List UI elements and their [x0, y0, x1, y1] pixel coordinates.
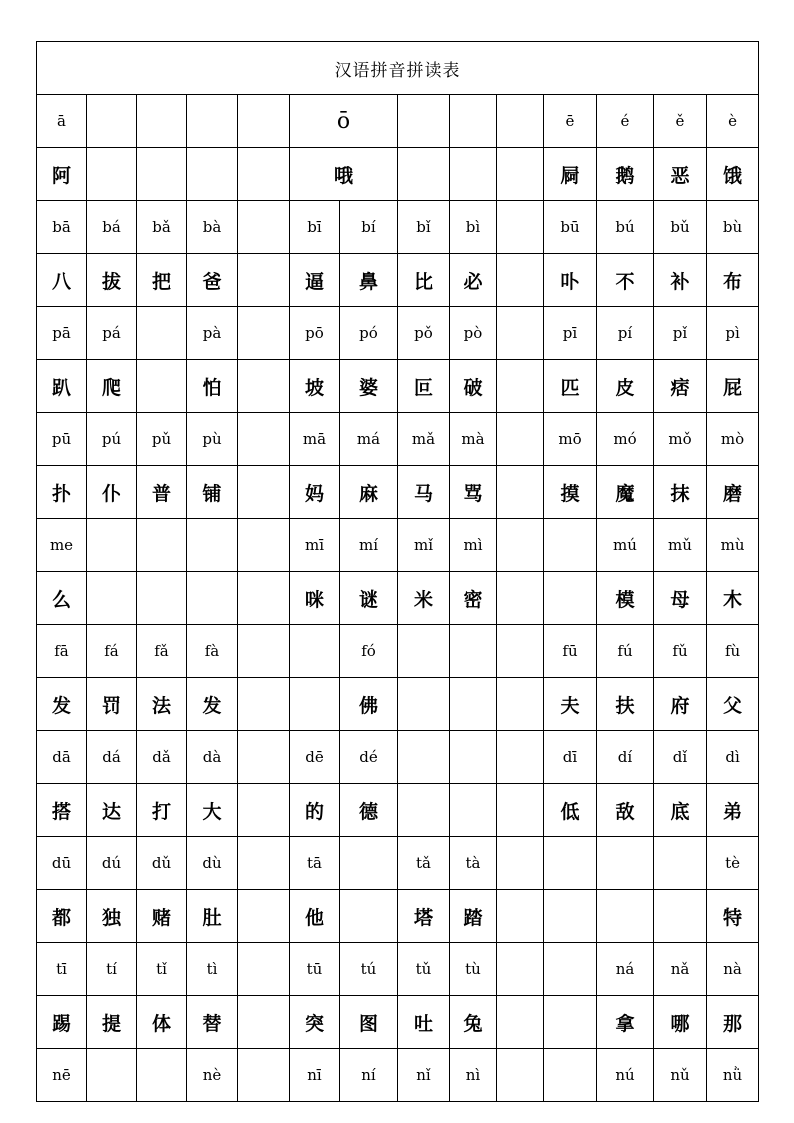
pinyin-cell [497, 625, 544, 678]
hanzi-cell: 必 [450, 254, 497, 307]
pinyin-row [37, 1049, 759, 1102]
hanzi-cell: 破 [450, 360, 497, 413]
pinyin-cell: me [37, 519, 87, 572]
hanzi-cell: 普 [137, 466, 187, 519]
pinyin-cell: é [597, 95, 654, 148]
hanzi-cell: 马 [398, 466, 450, 519]
pinyin-table [36, 41, 759, 1102]
pinyin-cell [450, 625, 497, 678]
hanzi-cell [187, 572, 238, 625]
pinyin-cell [238, 943, 290, 996]
pinyin-cell [497, 1049, 544, 1102]
pinyin-cell: dǐ [654, 731, 707, 784]
pinyin-cell: ná [597, 943, 654, 996]
pinyin-cell: nǐ [398, 1049, 450, 1102]
pinyin-cell: nǔ [654, 1049, 707, 1102]
pinyin-cell: pà [187, 307, 238, 360]
pinyin-cell: fà [187, 625, 238, 678]
hanzi-cell [398, 148, 450, 201]
hanzi-cell [544, 890, 597, 943]
pinyin-cell: dǎ [137, 731, 187, 784]
hanzi-cell: 不 [597, 254, 654, 307]
pinyin-cell: pǐ [654, 307, 707, 360]
pinyin-cell: ní [340, 1049, 398, 1102]
hanzi-row [37, 572, 759, 625]
pinyin-cell: tǐ [137, 943, 187, 996]
pinyin-cell: dí [597, 731, 654, 784]
hanzi-cell [398, 678, 450, 731]
hanzi-cell: 怕 [187, 360, 238, 413]
hanzi-cell [238, 996, 290, 1049]
pinyin-cell: nǜ [707, 1049, 759, 1102]
hanzi-cell: 婆 [340, 360, 398, 413]
pinyin-cell: bā [37, 201, 87, 254]
pinyin-cell [398, 731, 450, 784]
hanzi-cell [87, 572, 137, 625]
pinyin-cell: pǒ [398, 307, 450, 360]
pinyin-cell: mí [340, 519, 398, 572]
pinyin-cell: tù [450, 943, 497, 996]
hanzi-cell [450, 148, 497, 201]
pinyin-cell: dī [544, 731, 597, 784]
hanzi-cell [497, 784, 544, 837]
hanzi-cell: 踢 [37, 996, 87, 1049]
pinyin-cell: nà [707, 943, 759, 996]
hanzi-cell: 发 [37, 678, 87, 731]
hanzi-row [37, 360, 759, 413]
hanzi-cell [238, 572, 290, 625]
hanzi-cell [398, 784, 450, 837]
pinyin-cell [238, 625, 290, 678]
hanzi-cell [87, 148, 137, 201]
hanzi-cell: 府 [654, 678, 707, 731]
hanzi-cell: 替 [187, 996, 238, 1049]
pinyin-cell [238, 731, 290, 784]
hanzi-cell: 模 [597, 572, 654, 625]
pinyin-row [37, 201, 759, 254]
pinyin-row [37, 95, 759, 148]
pinyin-cell: tè [707, 837, 759, 890]
hanzi-cell: 哦 [290, 148, 398, 201]
hanzi-cell: 他 [290, 890, 340, 943]
pinyin-cell [238, 519, 290, 572]
hanzi-cell [497, 360, 544, 413]
pinyin-row [37, 731, 759, 784]
hanzi-cell: 麻 [340, 466, 398, 519]
hanzi-cell [238, 890, 290, 943]
pinyin-cell: bí [340, 201, 398, 254]
hanzi-cell: 逼 [290, 254, 340, 307]
pinyin-cell: dù [187, 837, 238, 890]
pinyin-cell: dá [87, 731, 137, 784]
pinyin-cell: mì [450, 519, 497, 572]
hanzi-cell: 敌 [597, 784, 654, 837]
pinyin-cell [238, 413, 290, 466]
hanzi-cell [450, 678, 497, 731]
pinyin-cell [497, 201, 544, 254]
hanzi-cell: 的 [290, 784, 340, 837]
hanzi-cell: 饿 [707, 148, 759, 201]
pinyin-cell [238, 1049, 290, 1102]
hanzi-cell: 塔 [398, 890, 450, 943]
pinyin-cell: dú [87, 837, 137, 890]
pinyin-cell [497, 837, 544, 890]
pinyin-row [37, 519, 759, 572]
hanzi-cell: 魔 [597, 466, 654, 519]
hanzi-row [37, 466, 759, 519]
hanzi-cell: 哪 [654, 996, 707, 1049]
hanzi-cell: 磨 [707, 466, 759, 519]
pinyin-cell [497, 731, 544, 784]
pinyin-cell [654, 837, 707, 890]
pinyin-cell: tā [290, 837, 340, 890]
pinyin-cell: mǔ [654, 519, 707, 572]
pinyin-cell: mī [290, 519, 340, 572]
pinyin-cell: fú [597, 625, 654, 678]
hanzi-cell: 铺 [187, 466, 238, 519]
pinyin-cell: pú [87, 413, 137, 466]
hanzi-cell: 罚 [87, 678, 137, 731]
pinyin-cell: dé [340, 731, 398, 784]
hanzi-cell [497, 678, 544, 731]
hanzi-cell: 特 [707, 890, 759, 943]
pinyin-cell [137, 519, 187, 572]
pinyin-cell: fā [37, 625, 87, 678]
hanzi-cell [497, 890, 544, 943]
pinyin-cell [87, 95, 137, 148]
hanzi-cell: 拿 [597, 996, 654, 1049]
hanzi-cell: 独 [87, 890, 137, 943]
pinyin-cell: pī [544, 307, 597, 360]
hanzi-cell: 谜 [340, 572, 398, 625]
hanzi-cell: 仆 [87, 466, 137, 519]
pinyin-cell: tī [37, 943, 87, 996]
hanzi-cell [238, 466, 290, 519]
hanzi-cell: 叵 [398, 360, 450, 413]
pinyin-cell: dǔ [137, 837, 187, 890]
hanzi-cell: 屙 [544, 148, 597, 201]
hanzi-cell: 低 [544, 784, 597, 837]
pinyin-cell [238, 95, 290, 148]
hanzi-cell: 大 [187, 784, 238, 837]
pinyin-cell: mǎ [398, 413, 450, 466]
pinyin-cell: fù [707, 625, 759, 678]
hanzi-cell: 趴 [37, 360, 87, 413]
hanzi-row [37, 254, 759, 307]
hanzi-cell: 骂 [450, 466, 497, 519]
pinyin-cell: bū [544, 201, 597, 254]
hanzi-cell [450, 784, 497, 837]
pinyin-cell: bá [87, 201, 137, 254]
hanzi-cell: 那 [707, 996, 759, 1049]
hanzi-cell: 夫 [544, 678, 597, 731]
pinyin-cell: tì [187, 943, 238, 996]
pinyin-cell: bǎ [137, 201, 187, 254]
hanzi-cell: 德 [340, 784, 398, 837]
hanzi-cell [497, 466, 544, 519]
hanzi-cell: 达 [87, 784, 137, 837]
pinyin-cell [290, 625, 340, 678]
pinyin-cell: má [340, 413, 398, 466]
pinyin-cell [137, 95, 187, 148]
hanzi-cell: 吐 [398, 996, 450, 1049]
hanzi-cell [597, 890, 654, 943]
pinyin-cell: mō [544, 413, 597, 466]
hanzi-cell: 赌 [137, 890, 187, 943]
hanzi-cell: 扑 [37, 466, 87, 519]
pinyin-cell: pǔ [137, 413, 187, 466]
pinyin-cell [87, 1049, 137, 1102]
hanzi-cell: 鹅 [597, 148, 654, 201]
pinyin-cell: mò [707, 413, 759, 466]
hanzi-cell: 弟 [707, 784, 759, 837]
pinyin-cell [238, 837, 290, 890]
hanzi-cell: 法 [137, 678, 187, 731]
pinyin-cell: pù [187, 413, 238, 466]
pinyin-cell: dà [187, 731, 238, 784]
pinyin-cell [497, 519, 544, 572]
pinyin-cell: nē [37, 1049, 87, 1102]
pinyin-cell [187, 95, 238, 148]
pinyin-cell [497, 95, 544, 148]
hanzi-cell [497, 572, 544, 625]
hanzi-cell: 拔 [87, 254, 137, 307]
hanzi-cell: 佛 [340, 678, 398, 731]
hanzi-cell: 踏 [450, 890, 497, 943]
hanzi-cell [187, 148, 238, 201]
hanzi-cell: 妈 [290, 466, 340, 519]
hanzi-row [37, 890, 759, 943]
pinyin-cell [137, 1049, 187, 1102]
hanzi-cell [290, 678, 340, 731]
pinyin-row [37, 307, 759, 360]
pinyin-cell: ō [290, 95, 398, 148]
hanzi-cell: 阿 [37, 148, 87, 201]
pinyin-cell [544, 943, 597, 996]
hanzi-cell [544, 572, 597, 625]
pinyin-cell: pū [37, 413, 87, 466]
hanzi-cell: 恶 [654, 148, 707, 201]
pinyin-row [37, 625, 759, 678]
pinyin-cell: tà [450, 837, 497, 890]
hanzi-cell [137, 572, 187, 625]
pinyin-cell: nī [290, 1049, 340, 1102]
hanzi-cell: 密 [450, 572, 497, 625]
hanzi-cell: 母 [654, 572, 707, 625]
hanzi-cell: 坡 [290, 360, 340, 413]
pinyin-cell [187, 519, 238, 572]
hanzi-cell: 扶 [597, 678, 654, 731]
table-title: 汉语拼音拼读表 [37, 42, 759, 95]
pinyin-cell: nì [450, 1049, 497, 1102]
pinyin-cell: bì [450, 201, 497, 254]
hanzi-cell: 搭 [37, 784, 87, 837]
pinyin-cell: fū [544, 625, 597, 678]
hanzi-cell [137, 360, 187, 413]
hanzi-cell: 底 [654, 784, 707, 837]
hanzi-cell: 抹 [654, 466, 707, 519]
hanzi-cell [137, 148, 187, 201]
pinyin-cell [398, 95, 450, 148]
pinyin-cell: nú [597, 1049, 654, 1102]
pinyin-cell: bú [597, 201, 654, 254]
hanzi-cell: 体 [137, 996, 187, 1049]
pinyin-cell: pō [290, 307, 340, 360]
hanzi-cell [497, 996, 544, 1049]
pinyin-cell: bà [187, 201, 238, 254]
hanzi-cell: 布 [707, 254, 759, 307]
hanzi-cell: 提 [87, 996, 137, 1049]
hanzi-cell: 爸 [187, 254, 238, 307]
hanzi-cell: 图 [340, 996, 398, 1049]
hanzi-cell: 比 [398, 254, 450, 307]
pinyin-cell: mù [707, 519, 759, 572]
hanzi-cell: 兔 [450, 996, 497, 1049]
pinyin-cell: ē [544, 95, 597, 148]
pinyin-cell: tǔ [398, 943, 450, 996]
hanzi-cell: 父 [707, 678, 759, 731]
hanzi-cell: 发 [187, 678, 238, 731]
pinyin-cell [137, 307, 187, 360]
hanzi-cell: 八 [37, 254, 87, 307]
pinyin-row [37, 837, 759, 890]
pinyin-cell: pó [340, 307, 398, 360]
hanzi-cell [497, 254, 544, 307]
pinyin-cell: tū [290, 943, 340, 996]
pinyin-cell: bǔ [654, 201, 707, 254]
pinyin-cell [544, 837, 597, 890]
hanzi-cell: 把 [137, 254, 187, 307]
hanzi-row [37, 678, 759, 731]
pinyin-cell: tú [340, 943, 398, 996]
pinyin-cell: nǎ [654, 943, 707, 996]
pinyin-cell [544, 519, 597, 572]
pinyin-cell: mǐ [398, 519, 450, 572]
hanzi-row [37, 996, 759, 1049]
pinyin-cell: mó [597, 413, 654, 466]
pinyin-cell: ě [654, 95, 707, 148]
hanzi-cell: 么 [37, 572, 87, 625]
pinyin-cell [544, 1049, 597, 1102]
hanzi-cell: 匹 [544, 360, 597, 413]
pinyin-cell: mǒ [654, 413, 707, 466]
pinyin-cell: bù [707, 201, 759, 254]
hanzi-cell [497, 148, 544, 201]
pinyin-cell: tí [87, 943, 137, 996]
pinyin-cell: è [707, 95, 759, 148]
hanzi-cell [238, 678, 290, 731]
pinyin-cell: fǔ [654, 625, 707, 678]
hanzi-cell: 卟 [544, 254, 597, 307]
hanzi-row [37, 148, 759, 201]
hanzi-cell: 都 [37, 890, 87, 943]
hanzi-cell: 皮 [597, 360, 654, 413]
pinyin-cell [597, 837, 654, 890]
pinyin-cell: fá [87, 625, 137, 678]
pinyin-cell: pì [707, 307, 759, 360]
pinyin-cell: pā [37, 307, 87, 360]
pinyin-cell [450, 95, 497, 148]
pinyin-cell: ā [37, 95, 87, 148]
pinyin-cell: dē [290, 731, 340, 784]
hanzi-cell: 屁 [707, 360, 759, 413]
pinyin-cell: mú [597, 519, 654, 572]
pinyin-cell [497, 413, 544, 466]
hanzi-cell [544, 996, 597, 1049]
pinyin-row [37, 413, 759, 466]
hanzi-cell [238, 360, 290, 413]
pinyin-cell [450, 731, 497, 784]
pinyin-cell: tǎ [398, 837, 450, 890]
pinyin-cell [398, 625, 450, 678]
pinyin-table-sheet [36, 41, 758, 1102]
hanzi-cell [340, 890, 398, 943]
hanzi-cell: 米 [398, 572, 450, 625]
pinyin-cell [497, 943, 544, 996]
title-row [37, 42, 759, 95]
pinyin-cell: bī [290, 201, 340, 254]
pinyin-cell: pò [450, 307, 497, 360]
hanzi-cell: 鼻 [340, 254, 398, 307]
pinyin-cell: pí [597, 307, 654, 360]
pinyin-cell: nè [187, 1049, 238, 1102]
hanzi-cell: 咪 [290, 572, 340, 625]
pinyin-cell: fó [340, 625, 398, 678]
hanzi-cell [238, 254, 290, 307]
pinyin-cell [238, 307, 290, 360]
pinyin-cell: dū [37, 837, 87, 890]
hanzi-cell: 肚 [187, 890, 238, 943]
hanzi-cell: 补 [654, 254, 707, 307]
hanzi-cell: 摸 [544, 466, 597, 519]
pinyin-cell: bǐ [398, 201, 450, 254]
hanzi-cell [238, 148, 290, 201]
pinyin-row [37, 943, 759, 996]
pinyin-cell: mà [450, 413, 497, 466]
pinyin-cell [497, 307, 544, 360]
pinyin-cell: dì [707, 731, 759, 784]
hanzi-cell: 突 [290, 996, 340, 1049]
pinyin-cell: fǎ [137, 625, 187, 678]
pinyin-cell [87, 519, 137, 572]
pinyin-cell: pá [87, 307, 137, 360]
hanzi-cell [654, 890, 707, 943]
hanzi-cell: 打 [137, 784, 187, 837]
pinyin-cell: dā [37, 731, 87, 784]
hanzi-cell [238, 784, 290, 837]
pinyin-cell: mā [290, 413, 340, 466]
hanzi-row [37, 784, 759, 837]
hanzi-cell: 爬 [87, 360, 137, 413]
hanzi-cell: 木 [707, 572, 759, 625]
pinyin-cell [340, 837, 398, 890]
pinyin-cell [238, 201, 290, 254]
hanzi-cell: 痞 [654, 360, 707, 413]
